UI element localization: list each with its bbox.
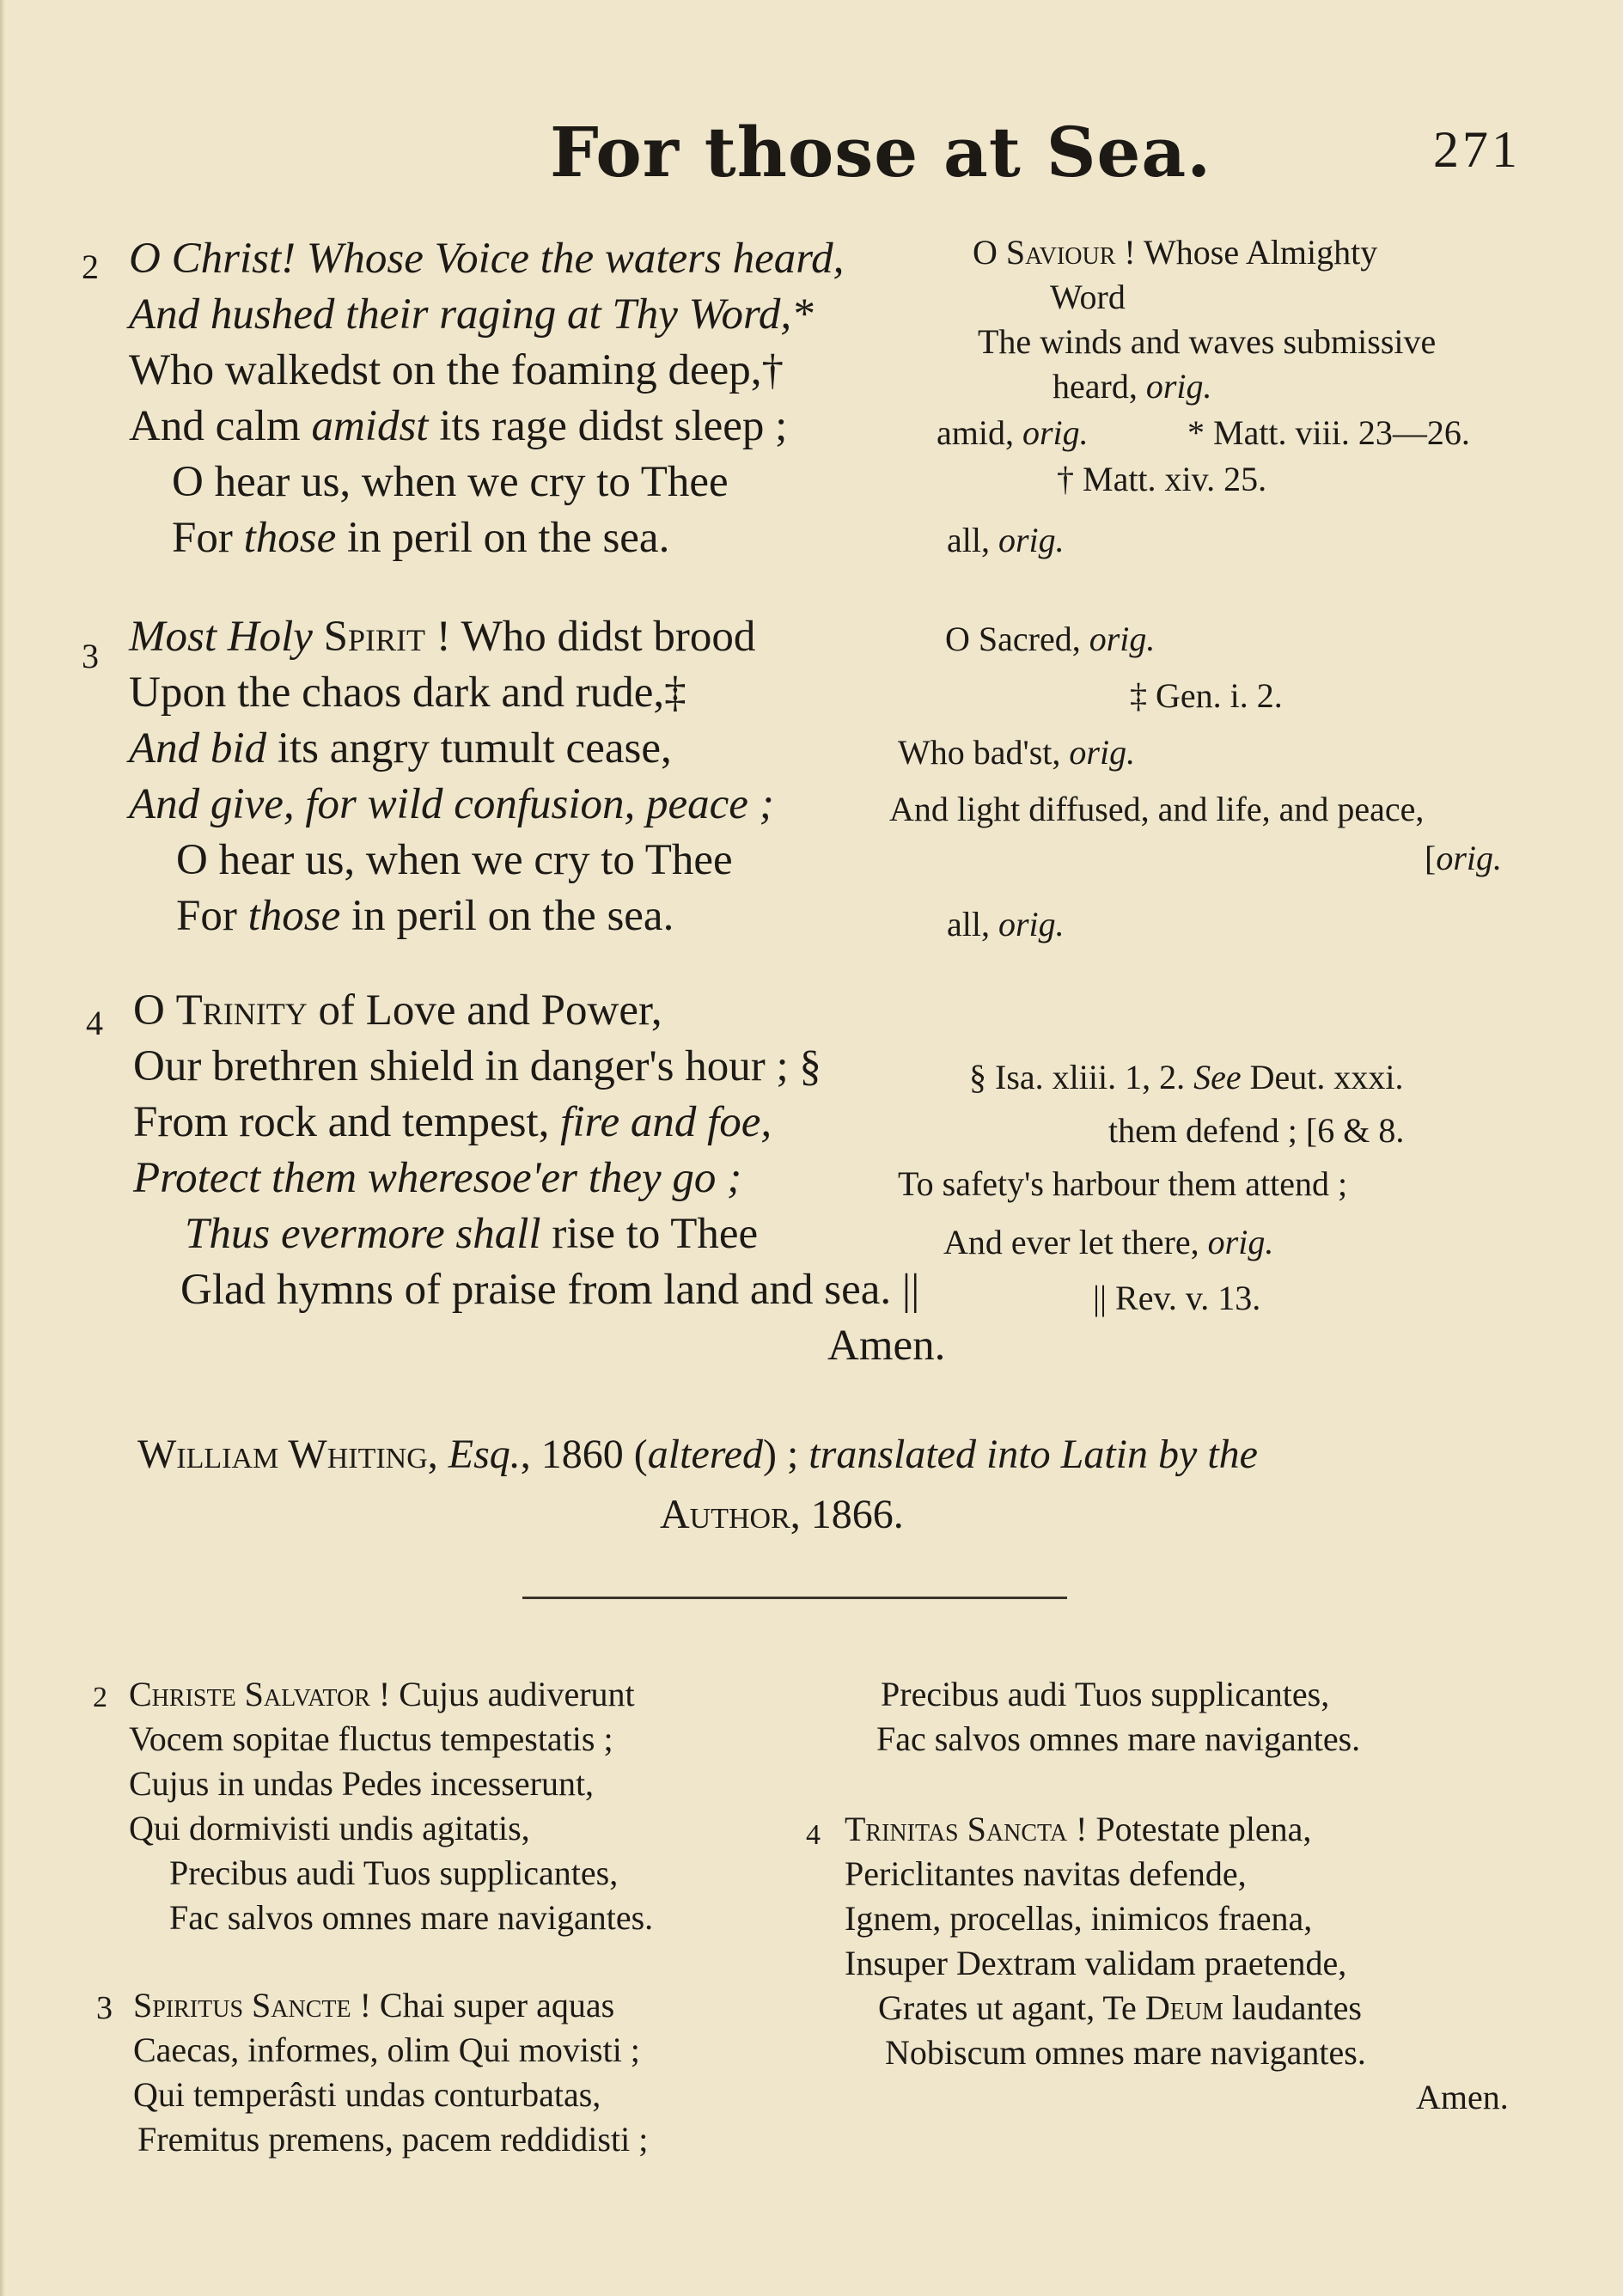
margin-note: And light diffused, and life, and peace, [889, 790, 1425, 828]
verse-line: O hear us, when we cry to Thee [176, 836, 733, 884]
attribution-line: Author, 1866. [660, 1492, 904, 1537]
verse-line: And calm amidst its rage didst sleep ; [129, 402, 788, 450]
latin-line: Nobiscum omnes mare navigantes. [885, 2033, 1366, 2072]
margin-note: [orig. [1425, 839, 1503, 877]
latin-line: Caecas, informes, olim Qui movisti ; [133, 2030, 640, 2069]
margin-note: heard, orig. [1053, 367, 1212, 406]
margin-note: Word [1050, 278, 1126, 316]
margin-note: Who bad'st, orig. [898, 733, 1136, 772]
verse-line: And bid its angry tumult cease, [129, 724, 672, 772]
margin-note: ‡ Gen. i. 2. [1130, 676, 1283, 715]
verse-number: 4 [86, 1004, 103, 1042]
margin-note: The winds and waves submissive [978, 322, 1437, 361]
latin-line: Periclitantes navitas defende, [845, 1854, 1247, 1893]
verse-line: Most Holy Spirit ! Who didst brood [129, 613, 756, 661]
latin-line: Trinitas Sancta ! Potestate plena, [845, 1810, 1312, 1848]
latin-line: Insuper Dextram validam praetende, [845, 1944, 1347, 1982]
margin-note: all, orig. [947, 521, 1065, 559]
verse-line: From rock and tempest, fire and foe, [133, 1098, 772, 1146]
margin-note: To safety's harbour them attend ; [898, 1164, 1348, 1203]
margin-note: amid, orig. [937, 413, 1089, 452]
verse-line: Upon the chaos dark and rude,‡ [129, 669, 686, 717]
latin-line: Precibus audi Tuos supplicantes, [169, 1853, 619, 1892]
running-title: For those at Sea. [550, 112, 1212, 192]
page-number: 271 [1433, 121, 1521, 178]
verse-line: For those in peril on the sea. [176, 892, 674, 940]
verse-line: O hear us, when we cry to Thee [172, 458, 729, 506]
latin-line: Fac salvos omnes mare navigantes. [876, 1719, 1361, 1758]
verse-line: Glad hymns of praise from land and sea. || [180, 1266, 920, 1314]
verse-line: Who walkedst on the foaming deep,† [129, 346, 784, 394]
amen: Amen. [827, 1322, 946, 1370]
margin-note: And ever let there, orig. [943, 1223, 1274, 1261]
latin-line: Qui temperâsti undas conturbatas, [133, 2075, 601, 2114]
verse-line: For those in peril on the sea. [172, 514, 670, 562]
verse-line: O Trinity of Love and Power, [133, 986, 662, 1035]
verse-line: O Christ! Whose Voice the waters heard, [129, 235, 845, 283]
verse-number: 2 [93, 1682, 107, 1713]
section-divider [522, 1597, 1067, 1599]
verse-number: 4 [806, 1819, 821, 1851]
latin-line: Vocem sopitae fluctus tempestatis ; [129, 1719, 613, 1758]
margin-note: O Sacred, orig. [945, 620, 1156, 658]
verse-line: Protect them wheresoe'er they go ; [133, 1154, 742, 1202]
latin-line: Christe Salvator ! Cujus audiverunt [129, 1675, 635, 1713]
margin-note: all, orig. [947, 905, 1065, 943]
latin-line: Spiritus Sancte ! Chai super aquas [133, 1986, 615, 2024]
latin-line: Fremitus premens, pacem reddidisti ; [137, 2120, 649, 2159]
margin-note: * Matt. viii. 23—26. [1187, 413, 1470, 452]
attribution-line: William Whiting, Esq., 1860 (altered) ; translated into Latin by the [137, 1432, 1258, 1477]
latin-line: Qui dormivisti undis agitatis, [129, 1809, 530, 1847]
verse-number: 2 [82, 247, 99, 286]
verse-line: Thus evermore shall rise to Thee [185, 1210, 759, 1258]
margin-note: § Isa. xliii. 1, 2. See Deut. xxxi. [969, 1058, 1404, 1096]
latin-line: Fac salvos omnes mare navigantes. [169, 1898, 654, 1937]
margin-note: them defend ; [6 & 8. [1108, 1111, 1405, 1150]
amen: Amen. [1416, 2078, 1509, 2116]
latin-line: Precibus audi Tuos supplicantes, [881, 1675, 1330, 1713]
verse-number: 3 [82, 637, 99, 675]
verse-line: Our brethren shield in danger's hour ; § [133, 1042, 821, 1090]
verse-line: And hushed their raging at Thy Word,* [129, 290, 814, 339]
margin-note: || Rev. v. 13. [1093, 1279, 1261, 1317]
page-edge [0, 0, 5, 2296]
margin-note: † Matt. xiv. 25. [1057, 460, 1267, 498]
latin-line: Cujus in undas Pedes incesserunt, [129, 1764, 595, 1803]
margin-note: O Saviour ! Whose Almighty [973, 233, 1378, 272]
latin-line: Ignem, procellas, inimicos fraena, [845, 1899, 1313, 1938]
verse-line: And give, for wild confusion, peace ; [129, 780, 774, 828]
latin-line: Grates ut agant, Te Deum laudantes [878, 1988, 1362, 2027]
verse-number: 3 [96, 1990, 113, 2026]
